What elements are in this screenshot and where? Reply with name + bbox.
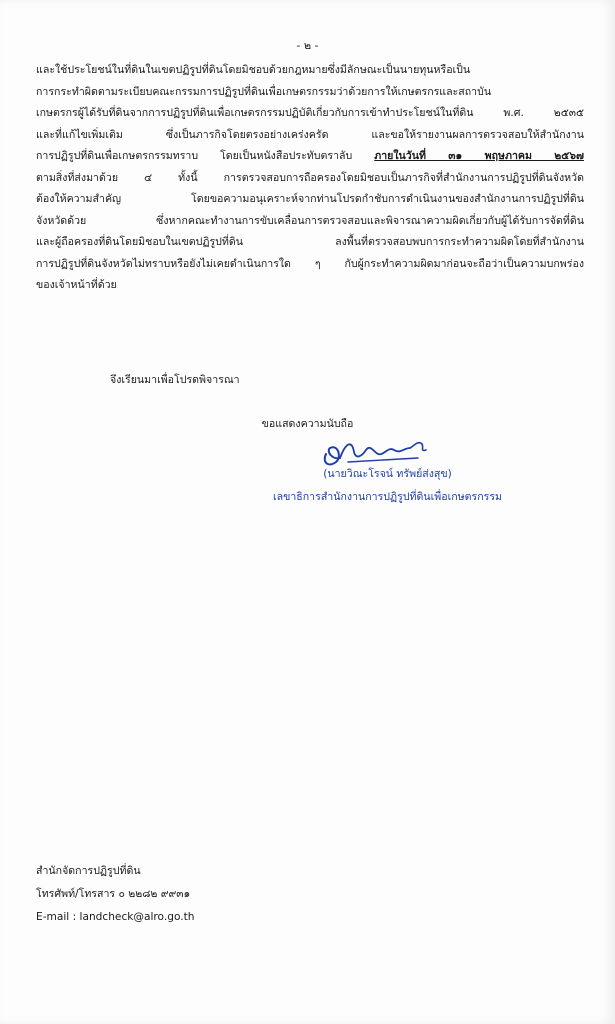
footer-contact: [36, 860, 194, 929]
closing-line: จึงเรียนมาเพื่อโปรดพิจารณา: [110, 374, 240, 386]
letter-body: [36, 60, 584, 297]
footer-email: E-mail : landcheck@alro.go.th: [36, 911, 195, 923]
footer-phone: โทรศัพท์/โทรสาร ๐ ๒๒๘๒ ๙๙๓๑: [36, 888, 191, 900]
signer-title: เลขาธิการสำนักงานการปฏิรูปที่ดินเพื่อเกษตรกรรม: [273, 491, 502, 503]
body-line-7: ต้องให้ความสำคัญ โดยขอความอนุเคราะห์จากท่านโปรดกำชับการดำเนินงานของสำนักงานการปฏิรูปที่ดิน: [36, 193, 584, 205]
signer-name: (นายวิณะโรจน์ ทรัพย์ส่งสุข): [323, 468, 452, 480]
body-line-3: เกษตรกรผู้ได้รับที่ดินจากการปฏิรูปที่ดินเพื่อเกษตรกรรมปฏิบัติเกี่ยวกับการเข้าทำประโยชน์ในที่ดิน พ.ศ. ๒๕๓๕: [36, 107, 584, 119]
body-line-5: [36, 146, 584, 168]
body-line-2: การกระทำผิดตามระเบียบคณะกรรมการปฏิรูปที่ดินเพื่อเกษตรกรรมว่าด้วยการให้เกษตรกรและสถาบัน: [36, 85, 492, 98]
body-line-6: ตามสิ่งที่ส่งมาด้วย ๔ ทั้งนี้ การตรวจสอบการถือครองโดยมิชอบเป็นภารกิจที่สำนักงานการปฏิรูปที่ดินจังหวัด: [36, 171, 584, 184]
body-line-1: และใช้ประโยชน์ในที่ดินในเขตปฏิรูปที่ดินโดยมิชอบด้วยกฎหมายซึ่งมีลักษณะเป็นนายทุนหรือเป็น: [36, 64, 471, 76]
body-line-10: การปฏิรูปที่ดินจังหวัดไม่ทราบหรือยังไม่เคยดำเนินการใด ๆ กับผู้กระทำความผิดมาก่อนจะถือว่าเป็นความบกพร่อง: [36, 257, 584, 270]
body-line-8: จังหวัดด้วย ซึ่งหากคณะทำงานการขับเคลื่อนการตรวจสอบและพิจารณาความผิดเกี่ยวกับผู้ได้รับการจัดที่ดิน: [36, 214, 584, 227]
body-line-11: ของเจ้าหน้าที่ด้วย: [36, 279, 117, 291]
body-line-5-text: การปฏิรูปที่ดินเพื่อเกษตรกรรมทราบ โดยเป็นหนังสือประทับตราลับ: [36, 150, 353, 162]
footer-office: สำนักจัดการปฏิรูปที่ดิน: [36, 865, 141, 877]
body-line-9: และผู้ถือครองที่ดินโดยมิชอบในเขตปฏิรูปที่ดิน ลงพื้นที่ตรวจสอบพบการกระทำความผิดโดยที่สำนักงาน: [36, 236, 584, 248]
deadline-emphasis: ภายในวันที่ ๓๑ พฤษภาคม ๒๕๖๗: [374, 150, 584, 162]
regards-line: ขอแสดงความนับถือ: [261, 418, 354, 430]
body-line-4: และที่แก้ไขเพิ่มเติม ซึ่งเป็นภารกิจโดยตรงอย่างเคร่งครัด และขอให้รายงานผลการตรวจสอบให้สำนักงาน: [36, 128, 584, 141]
page-number: - ๒ -: [296, 39, 319, 52]
